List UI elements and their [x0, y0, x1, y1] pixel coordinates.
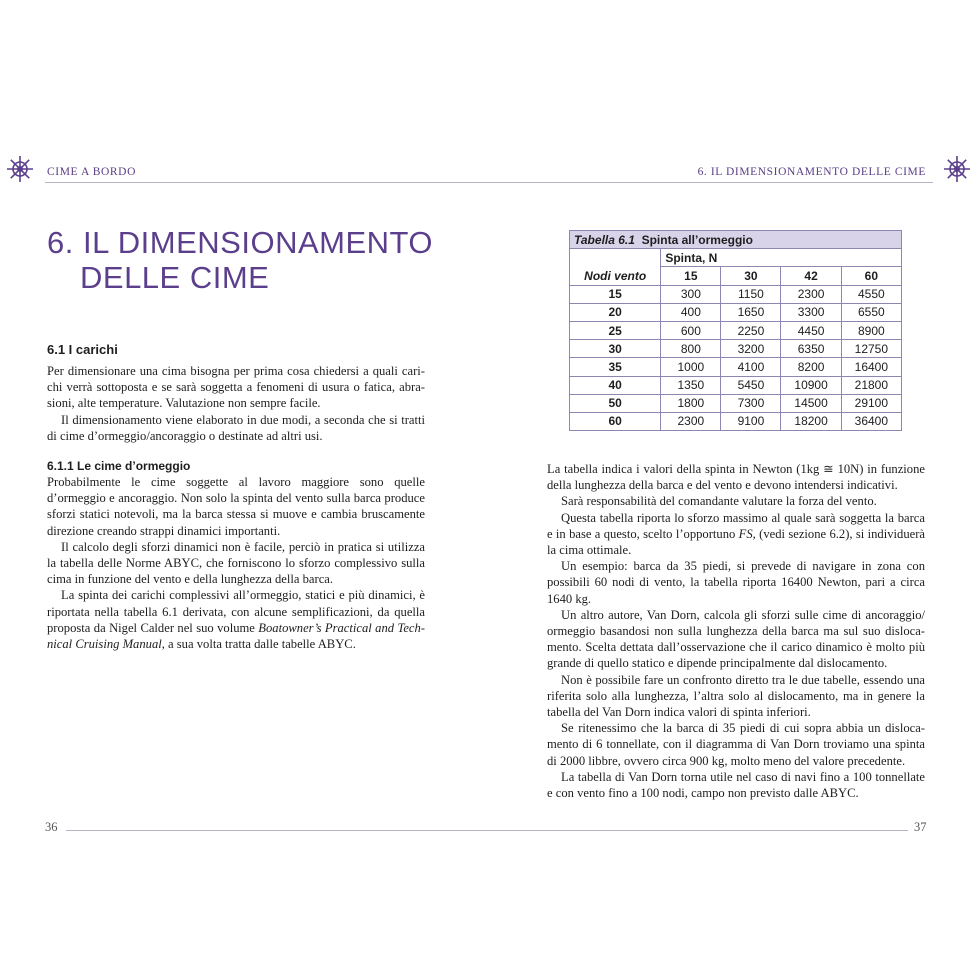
paragraph: Un altro autore, Van Dorn, calcola gli sforzi sulle cime di ancoraggio/ ormeggio basandosi non sulla lunghezza della barca ma sul suo disloca-mento. Scelta dettata dall’osservazione che il carico dinamico è molto più grande di quello statico e dipende principalmente dal dislocamento.: [547, 607, 925, 671]
table-cell: 7300: [721, 394, 781, 412]
table-caption: [570, 231, 902, 249]
paragraph: La tabella di Van Dorn torna utile nel caso di navi fino a 100 tonnellate e con vento fino a 100 nodi, campo non previsto dalle ABYC.: [547, 769, 925, 801]
book-title: Boatowner’s Practical and Tech-nical Cruising Manual: [47, 620, 425, 652]
paragraph-text: , a sua volta tratta dalle tabelle ABYC.: [161, 637, 356, 652]
table-cell: 8200: [781, 358, 841, 376]
table-row: [570, 321, 902, 339]
table-row: [570, 412, 902, 430]
table-cell: 29100: [841, 394, 901, 412]
table-cell: 300: [661, 285, 721, 303]
subsection-body: [47, 474, 425, 652]
table-cell: 1800: [661, 394, 721, 412]
chapter-title-line1: 6. IL DIMENSIONAMENTO: [47, 225, 434, 260]
row-header: 15: [570, 285, 661, 303]
table-cell: 18200: [781, 412, 841, 430]
table-cell: 6550: [841, 303, 901, 321]
table-cell: 400: [661, 303, 721, 321]
page-number-right: 37: [914, 820, 927, 834]
table-cell: 36400: [841, 412, 901, 430]
table-cell: 600: [661, 321, 721, 339]
paragraph: Sarà responsabilità del comandante valutare la forza del vento.: [561, 494, 877, 509]
table-cell: 3300: [781, 303, 841, 321]
paragraph: Per dimensionare una cima bisogna per prima cosa chiedersi a quali cari-chi verrà sottoposta e se sarà soggetta a fenomeni di usura o fatica, abra-sioni, alte temperature. Valutazione non sempre facile.: [47, 364, 425, 411]
paragraph: Il calcolo degli sforzi dinamici non è facile, perciò in pratica si utilizza la tabella delle Norme ABYC, che forniscono lo sforzo complessivo sulla cima in funzione del vento e della lunghezza della barca.: [47, 539, 425, 587]
header-rule: [45, 182, 933, 183]
paragraph: Probabilmente le cime soggette al lavoro maggiore sono quelle d’ormeggio e ancoraggio. Non solo la spinta del vento sulla barca produce sforzi statici notevoli, ma la barca stessa si muove e cambia bruscamente direzione creando strappi dinamici importanti.: [47, 475, 425, 538]
paragraph: Un esempio: barca da 35 piedi, si prevede di navigare in zona con possibili 60 nodi di vento, la tabella riporta 16400 Newton, pari a circa 1640 kg.: [547, 559, 925, 606]
table-cell: 1350: [661, 376, 721, 394]
paragraph: [47, 587, 425, 652]
paragraph: La tabella indica i valori della spinta in Newton (1kg ≅ 10N) in funzione della lunghezza della barca e del vento e devono intendersi indicativi.: [547, 462, 925, 493]
table-cell: 4550: [841, 285, 901, 303]
table-cell: 1150: [721, 285, 781, 303]
table-row-header-label: Nodi vento: [570, 267, 661, 285]
table-cell: 1650: [721, 303, 781, 321]
table-column-header: 30: [721, 267, 781, 285]
table-column-header: 42: [781, 267, 841, 285]
table-row: [570, 394, 902, 412]
section-heading: 6.1 I carichi: [47, 342, 118, 357]
table-cell: 10900: [781, 376, 841, 394]
left-running-head: CIME A BORDO: [47, 166, 136, 178]
table-row: [570, 285, 902, 303]
table-cell: 2300: [661, 412, 721, 430]
page-number-left: 36: [45, 820, 58, 834]
table-row: [570, 358, 902, 376]
row-header: 25: [570, 321, 661, 339]
paragraph: [547, 510, 925, 559]
table-cell: 9100: [721, 412, 781, 430]
table-cell: 4100: [721, 358, 781, 376]
fs-term: FS: [738, 526, 753, 541]
chapter-title-line2: DELLE CIME: [80, 260, 270, 295]
table-corner-cell: [570, 249, 661, 267]
table-row: [570, 340, 902, 358]
paragraph-text: , (vedi sezione 6.2), si individuerà la cima ottimale.: [547, 526, 925, 558]
table-cell: 4450: [781, 321, 841, 339]
right-page-body: [547, 461, 925, 801]
paragraph: Se ritenessimo che la barca di 35 piedi di cui sopra abbia un disloca-mento di 6 tonnellate, con il diagramma di Van Dorn troviamo una spinta di 2000 libbre, ovvero circa 900 kg, molto meno del valore precedente.: [547, 721, 925, 768]
table-cell: 21800: [841, 376, 901, 394]
row-header: 50: [570, 394, 661, 412]
row-header: 30: [570, 340, 661, 358]
table-caption-label: Tabella 6.1: [574, 232, 635, 247]
chapter-title: [47, 225, 467, 295]
table-column-header: 15: [661, 267, 721, 285]
table-cell: 5450: [721, 376, 781, 394]
paragraph-text: La spinta dei carichi complessivi all’ormeggio, statici e più dinamici, è riportata nella tabella 6.1 derivata, con alcune semplificazioni, da quella proposta da Nigel Calder nel suo volume: [47, 588, 425, 635]
table-cell: 12750: [841, 340, 901, 358]
table-caption-text: Spinta all’ormeggio: [641, 232, 753, 247]
table-group-header: Spinta, N: [661, 249, 902, 267]
row-header: 40: [570, 376, 661, 394]
table-cell: 6350: [781, 340, 841, 358]
table-row: [570, 376, 902, 394]
table-cell: 2250: [721, 321, 781, 339]
table-cell: 800: [661, 340, 721, 358]
paragraph: Il dimensionamento viene elaborato in due modi, a seconda che si tratti di cime d’ormeggio/ancoraggio o destinate ad altri usi.: [47, 412, 425, 443]
subsection-heading: 6.1.1 Le cime d’ormeggio: [47, 459, 191, 473]
table-cell: 8900: [841, 321, 901, 339]
table-6-1: [569, 230, 902, 431]
footer-rule: [66, 830, 908, 831]
section-body: [47, 363, 425, 444]
table-column-header: 60: [841, 267, 901, 285]
table-cell: 3200: [721, 340, 781, 358]
right-running-head: 6. IL DIMENSIONAMENTO DELLE CIME: [697, 166, 926, 178]
row-header: 20: [570, 303, 661, 321]
table-cell: 2300: [781, 285, 841, 303]
paragraph-text: Questa tabella riporta lo sforzo massimo al quale sarà soggetta la barca e in base a questo, scelto l’opportuno: [547, 510, 925, 541]
ship-wheel-icon: [943, 155, 971, 183]
ship-wheel-icon: [6, 155, 34, 183]
row-header: 35: [570, 358, 661, 376]
table-cell: 1000: [661, 358, 721, 376]
table-cell: 16400: [841, 358, 901, 376]
row-header: 60: [570, 412, 661, 430]
paragraph: Non è possibile fare un confronto diretto tra le due tabelle, essendo una riferita solo alla lunghezza, l’altra solo al dislocamento, ma in genere la tabella del Van Dorn indica valori di spinta inferiori.: [547, 672, 925, 720]
table-row: [570, 303, 902, 321]
table-cell: 14500: [781, 394, 841, 412]
